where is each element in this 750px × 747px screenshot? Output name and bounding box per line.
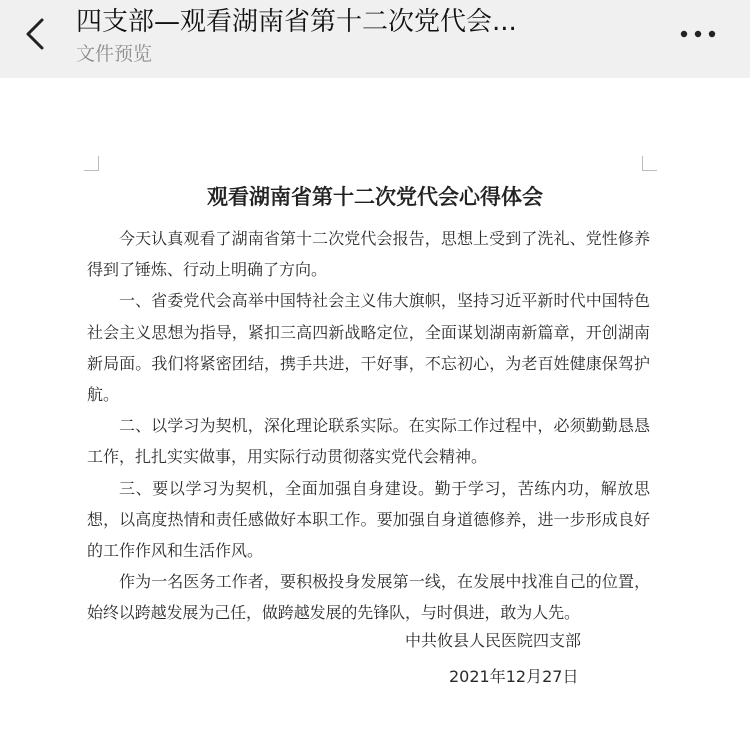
page-subtitle: 文件预览 [76, 43, 153, 65]
page-title: 四支部—观看湖南省第十二次党代会... [76, 7, 517, 37]
document-paragraph: 今天认真观看了湖南省第十二次党代会报告，思想上受到了洗礼、党性修养得到了锤炼、行动上明确了方向。 [87, 229, 650, 280]
more-horizontal-icon [676, 20, 720, 48]
margin-corner-mark-left [84, 156, 99, 171]
back-button[interactable] [14, 12, 58, 56]
margin-corner-mark-right [642, 156, 657, 171]
document-body [87, 223, 650, 629]
document-paragraph: 作为一名医务工作者，要积极投身发展第一线，在发展中找准自己的位置，始终以跨越发展为己任，做跨越发展的先锋队，与时俱进，敢为人先。 [87, 572, 650, 623]
document-preview[interactable] [0, 78, 750, 747]
document-paragraph: 一、省委党代会高举中国特社会主义伟大旗帜，坚持习近平新时代中国特色社会主义思想为指导，紧扣三高四新战略定位，全面谋划湖南新篇章，开创湖南新局面。我们将紧密团结，携手共进，干好事，不忘初心，为老百姓健康保驾护航。 [87, 291, 650, 405]
document-signature: 中共攸县人民医院四支部 [405, 631, 582, 650]
document-date: 2021年12月27日 [449, 667, 579, 686]
more-button[interactable] [676, 20, 720, 48]
document-paragraph: 二、以学习为契机，深化理论联系实际。在实际工作过程中，必须勤勤恳恳工作，扎扎实实做事，用实际行动贯彻落实党代会精神。 [87, 416, 650, 467]
document-title: 观看湖南省第十二次党代会心得体会 [207, 185, 543, 209]
top-bar [0, 0, 750, 78]
document-paragraph: 三、要以学习为契机，全面加强自身建设。勤于学习，苦练内功，解放思想，以高度热情和责任感做好本职工作。要加强自身道德修养，进一步形成良好的工作作风和生活作风。 [87, 478, 650, 561]
chevron-left-icon [14, 12, 58, 56]
